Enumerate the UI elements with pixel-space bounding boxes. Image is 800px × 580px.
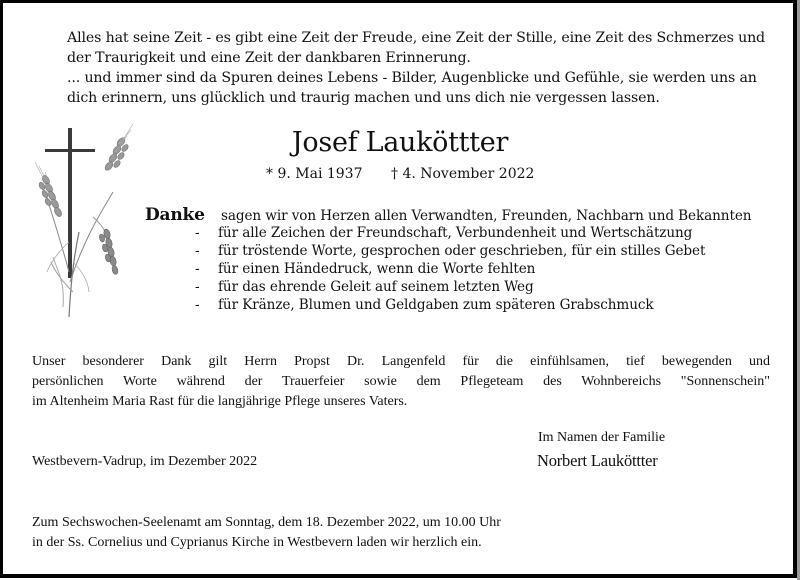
bullet-dash: - (195, 297, 200, 313)
list-item (0, 242, 800, 260)
mass-notice-line: in der Ss. Cornelius und Cyprianus Kirche in Westbevern laden wir herzlich ein. (32, 535, 482, 550)
death-date: † 4. November 2022 (391, 166, 535, 182)
special-thanks-line: Unser besonderer Dank gilt Herrn Propst Dr. Langenfeld für die einfühlsamen, tief bewegenden und (32, 354, 770, 369)
list-item-text: für alle Zeichen der Freundschaft, Verbundenheit und Wertschätzung (218, 225, 693, 241)
intro-line: der Traurigkeit und eine Zeit der dankbaren Erinnerung. (67, 50, 471, 66)
special-thanks-line: im Altenheim Maria Rast für die langjährige Pflege unseres Vaters. (32, 394, 408, 409)
list-item (0, 278, 800, 296)
list-item (0, 260, 800, 278)
thanks-heading: Danke (145, 205, 205, 225)
list-item-text: für einen Händedruck, wenn die Worte fehlten (218, 261, 536, 277)
special-thanks-line: persönlichen Worte während der Trauerfeier sowie dem Pflegeteam des Wohnbereichs "Sonnenschein" (32, 374, 770, 389)
mass-notice-line: Zum Sechswochen-Seelenamt am Sonntag, dem 18. Dezember 2022, um 10.00 Uhr (32, 515, 501, 530)
thanks-intro: sagen wir von Herzen allen Verwandten, Freunden, Nachbarn und Bekannten (221, 208, 752, 224)
bullet-dash: - (195, 243, 200, 259)
bullet-dash: - (195, 225, 200, 241)
intro-paragraph (67, 28, 765, 108)
intro-line: Alles hat seine Zeit - es gibt eine Zeit der Freude, eine Zeit der Stille, eine Zeit des Schmerzes und (67, 30, 765, 46)
place-date: Westbevern-Vadrup, im Dezember 2022 (32, 454, 258, 469)
bullet-dash: - (195, 279, 200, 295)
bullet-dash: - (195, 261, 200, 277)
birth-date: * 9. Mai 1937 (266, 166, 363, 182)
list-item-text: für Kränze, Blumen und Geldgaben zum späteren Grabschmuck (218, 297, 654, 313)
list-item-text: für das ehrende Geleit auf seinem letzten Weg (218, 279, 534, 295)
list-item (0, 224, 800, 242)
signature-name: Norbert Lauköttter (537, 451, 658, 470)
signature-label: Im Namen der Familie (538, 430, 666, 445)
special-thanks-paragraph (32, 352, 770, 412)
deceased-name: Josef Lauköttter (291, 127, 509, 158)
intro-line: dich erinnern, uns glücklich und traurig machen und uns dich nie vergessen lassen. (67, 90, 660, 106)
mass-notice (32, 513, 501, 553)
list-item (0, 296, 800, 314)
intro-line: ... und immer sind da Spuren deines Lebens - Bilder, Augenblicke und Gefühle, sie werden uns an (67, 70, 757, 86)
list-item-text: für tröstende Worte, gesprochen oder geschrieben, für ein stilles Gebet (218, 243, 706, 259)
thanks-list (0, 224, 800, 314)
